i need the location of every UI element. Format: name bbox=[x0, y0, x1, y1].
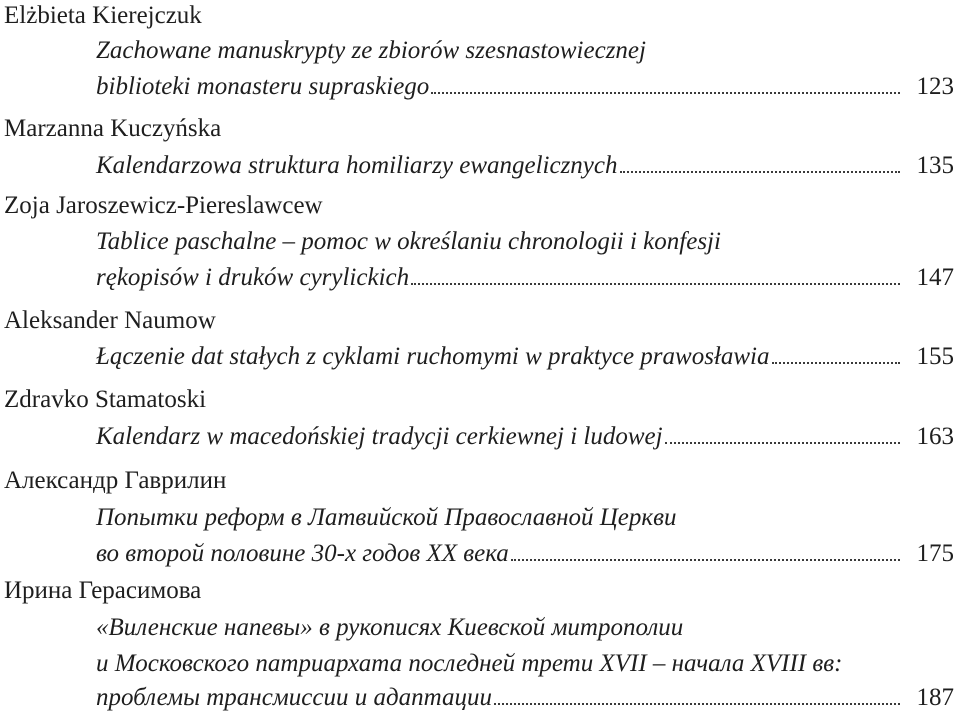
article-title: Kalendarz w macedońskiej tradycji cerkiewnej i ludowej bbox=[96, 423, 663, 450]
toc-title-line bbox=[0, 500, 960, 536]
toc-author bbox=[0, 463, 960, 499]
article-title: biblioteki monasteru supraskiego bbox=[96, 73, 430, 100]
toc-author bbox=[0, 573, 960, 609]
toc-author bbox=[0, 111, 960, 147]
toc-title-line-last[interactable] bbox=[0, 339, 960, 375]
author-name: Ирина Герасимова bbox=[4, 577, 202, 604]
toc-author bbox=[0, 382, 960, 418]
page-number: 175 bbox=[916, 540, 954, 567]
author-name: Marzanna Kuczyńska bbox=[4, 115, 222, 142]
toc-title-line-last[interactable] bbox=[0, 148, 960, 184]
toc-title-line bbox=[0, 646, 960, 682]
article-title: Попытки реформ в Латвийской Православной Церкви bbox=[96, 504, 677, 531]
page-number: 163 bbox=[916, 423, 954, 450]
page-number: 147 bbox=[916, 264, 954, 291]
dot-leader bbox=[511, 559, 900, 561]
article-title: Zachowane manuskrypty ze zbiorów szesnastowiecznej bbox=[96, 37, 646, 64]
dot-leader bbox=[665, 442, 900, 444]
page-number: 135 bbox=[916, 152, 954, 179]
dot-leader bbox=[620, 171, 901, 173]
article-title: rękopisów i druków cyrylickich bbox=[96, 264, 410, 291]
dot-leader bbox=[411, 283, 900, 285]
dot-leader bbox=[494, 703, 900, 705]
toc-title-line-last[interactable] bbox=[0, 69, 960, 105]
author-name: Zdravko Stamatoski bbox=[4, 386, 207, 413]
page-number: 123 bbox=[916, 73, 954, 100]
page-number: 187 bbox=[916, 684, 954, 711]
toc-title-line bbox=[0, 224, 960, 260]
toc-author bbox=[0, 0, 960, 34]
article-title: во второй половине 30-х годов XX века bbox=[96, 540, 509, 567]
toc-title-line-last[interactable] bbox=[0, 680, 960, 716]
dot-leader bbox=[772, 362, 901, 364]
toc-title-line bbox=[0, 610, 960, 646]
article-title: Tablice paschalne – pomoc w określaniu chronologii i konfesji bbox=[96, 228, 721, 255]
article-title: и Московского патриархата последней трети XVII – начала XVIII вв: bbox=[96, 650, 843, 677]
page-number: 155 bbox=[916, 343, 954, 370]
article-title: Kalendarzowa struktura homiliarzy ewangelicznych bbox=[96, 152, 618, 179]
toc-title-line-last[interactable] bbox=[0, 260, 960, 296]
author-name: Александр Гаврилин bbox=[4, 467, 227, 494]
author-name: Elżbieta Kierejczuk bbox=[4, 2, 202, 29]
article-title: Łączenie dat stałych z cyklami ruchomymi w praktyce prawosławia bbox=[96, 343, 770, 370]
toc-title-line bbox=[0, 33, 960, 69]
toc-title-line-last[interactable] bbox=[0, 536, 960, 572]
toc-author bbox=[0, 303, 960, 339]
toc-title-line-last[interactable] bbox=[0, 419, 960, 455]
article-title: «Виленские напевы» в рукописях Киевской митрополии bbox=[96, 614, 684, 641]
article-title: проблемы трансмиссии и адаптации bbox=[96, 684, 492, 711]
dot-leader bbox=[431, 92, 900, 94]
toc-author bbox=[0, 188, 960, 224]
author-name: Aleksander Naumow bbox=[4, 307, 216, 334]
author-name: Zoja Jaroszewicz-Piereslawcew bbox=[4, 192, 323, 219]
